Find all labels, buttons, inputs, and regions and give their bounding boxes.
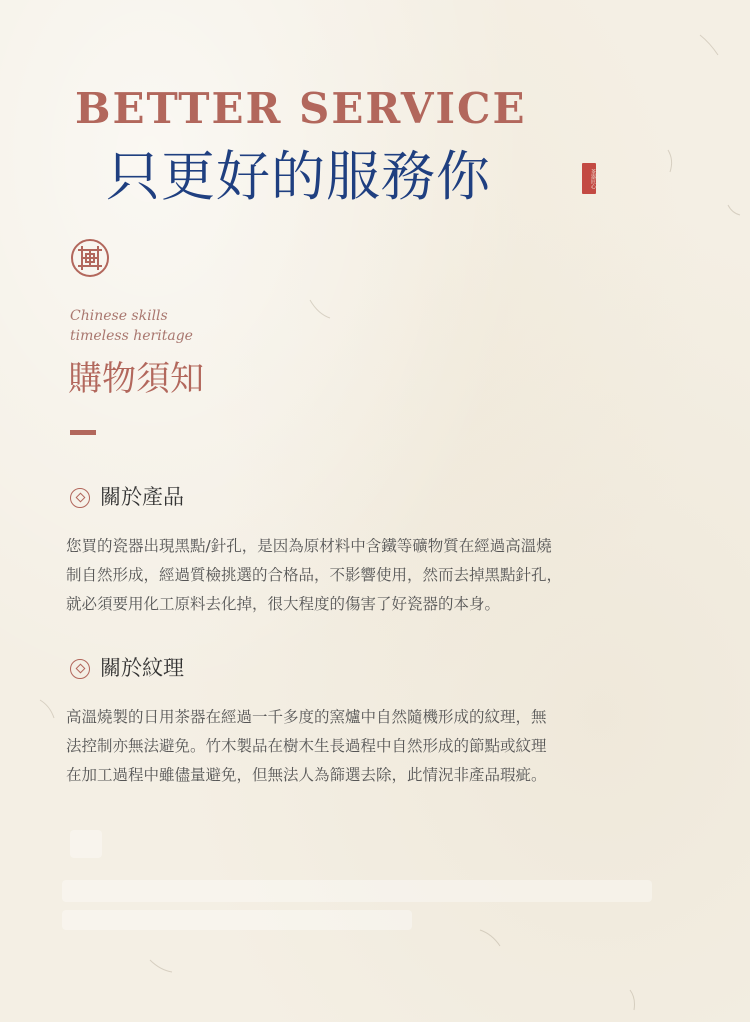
diamond-circle-icon — [70, 659, 90, 679]
faded-area — [62, 880, 652, 902]
section-title: 購物須知 — [68, 359, 204, 399]
body-line: 就必須要用化工原料去化掉，很大程度的傷害了好瓷器的本身。 — [66, 595, 501, 613]
tagline-line: Chinese skills — [70, 308, 168, 324]
body-line: 您買的瓷器出現黑點/針孔，是因為原材料中含鐵等礦物質在經過高溫燒 — [66, 537, 552, 555]
header-title-en: BETTER SERVICE — [75, 84, 527, 133]
block-title: 關於紋理 — [100, 656, 184, 680]
body-line: 在加工過程中雖儘量避免，但無法人為篩選去除，此情況非產品瑕疵。 — [66, 766, 547, 784]
shou-emblem-icon — [70, 238, 110, 278]
block-heading — [70, 487, 184, 508]
block-body — [66, 532, 648, 619]
body-line: 法控制亦無法避免。竹木製品在樹木生長過程中自然形成的節點或紋理 — [66, 737, 547, 755]
tagline-line: timeless heritage — [70, 328, 193, 344]
body-line: 制自然形成，經過質檢挑選的合格品，不影響使用，然而去掉黑點針孔， — [66, 566, 563, 584]
block-title: 關於產品 — [100, 485, 184, 509]
faded-area — [70, 830, 102, 858]
title-underline — [70, 430, 96, 435]
body-line: 高溫燒製的日用茶器在經過一千多度的窯爐中自然隨機形成的紋理，無 — [66, 708, 547, 726]
tagline — [70, 306, 193, 346]
diamond-circle-icon — [70, 488, 90, 508]
block-body — [66, 703, 648, 790]
header-title-cn: 只更好的服務你 — [106, 145, 491, 208]
faded-area — [62, 910, 412, 930]
seal-stamp: 茶器匠心 — [582, 163, 596, 194]
block-heading — [70, 658, 184, 679]
